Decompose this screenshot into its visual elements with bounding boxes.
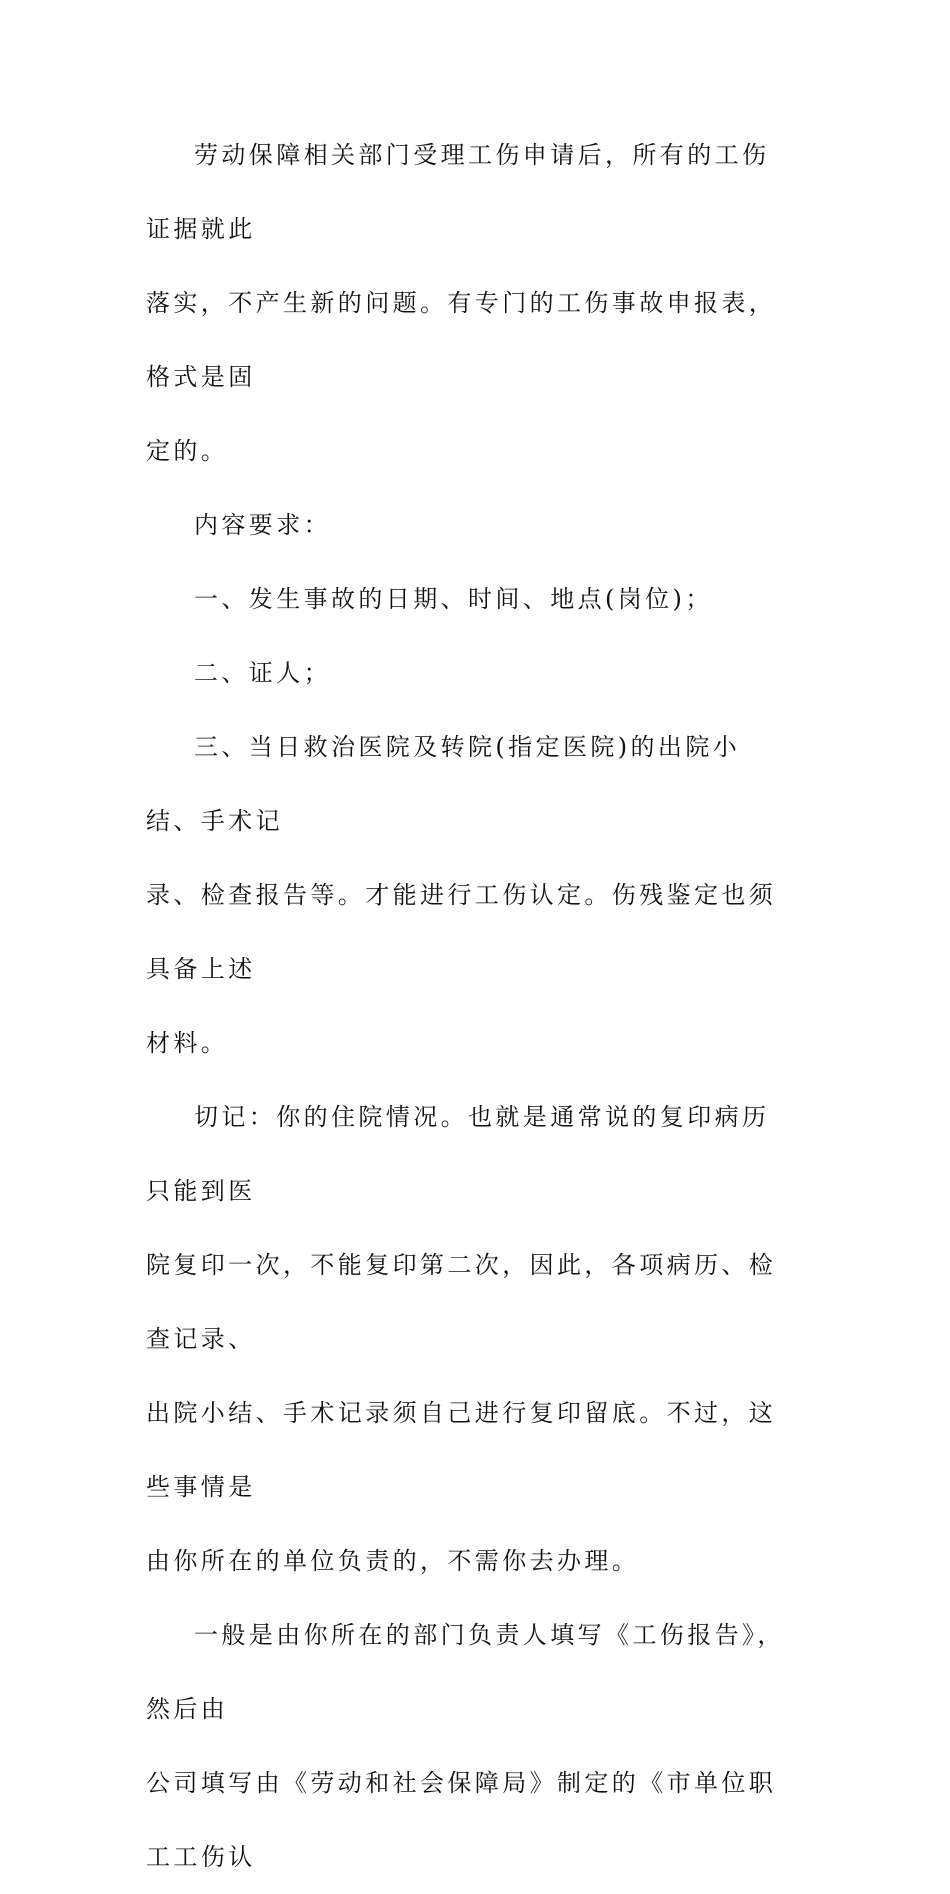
paragraph-report-procedure: 一般是由你所在的部门负责人填写《工伤报告》，然后由 公司填写由《劳动和社会保障局》制定的《市单位职工工伤认 [146,1621,785,1871]
paragraph-reminder: 切记：你的住院情况。也就是通常说的复印病历只能到医 院复印一次，不能复印第二次，因此，各项病历、检查记录、 出院小结、手术记录须自己进行复印留底。不过，这些事情是 由你所在的单位负责的，不需你去办理。 [146,1103,777,1575]
document-body [146,118,794,1894]
paragraph-content-requirements: 内容要求： [194,511,331,539]
paragraph-item-three: 三、当日救治医院及转院(指定医院)的出院小结、手术记 录、检查报告等。才能进行工伤认定。伤残鉴定也须具备上述 材料。 [146,733,777,1057]
paragraph-item-two: 二、证人； [194,659,331,687]
paragraph-work-injury-evidence: 劳动保障相关部门受理工伤申请后，所有的工伤证据就此 落实，不产生新的问题。有专门的工伤事故申报表，格式是固 定的。 [146,141,777,465]
paragraph-item-one: 一、发生事故的日期、时间、地点(岗位)； [194,585,713,613]
